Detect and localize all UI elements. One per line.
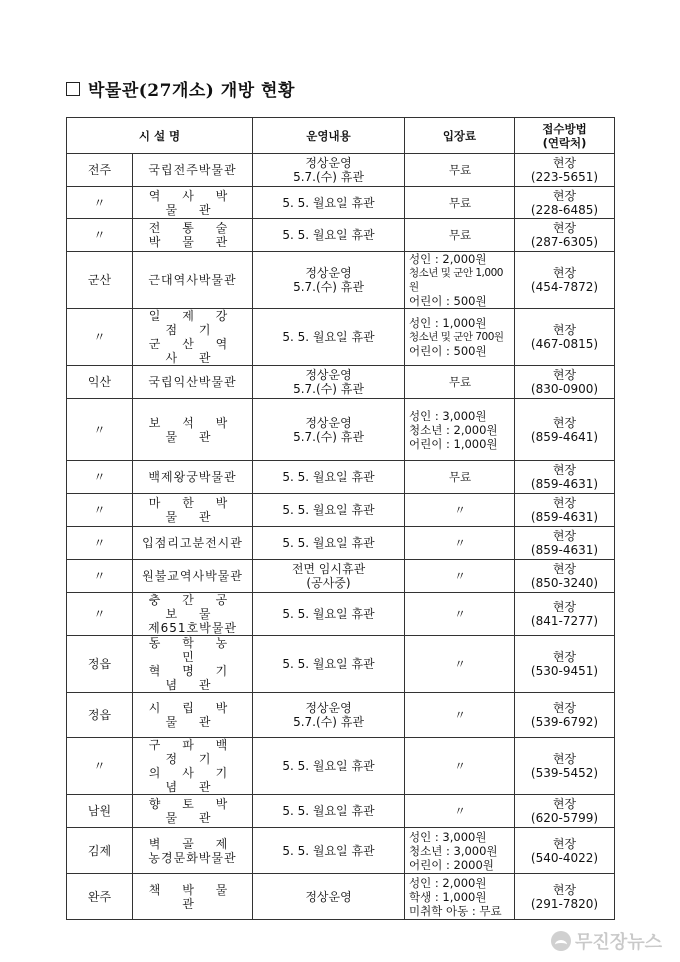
fee-line: 청소년 : 3,000원 [409, 843, 498, 858]
contact-line: 현장 [552, 156, 577, 170]
contact-line: 현장 [552, 415, 577, 430]
region-cell: 전주 [67, 154, 133, 187]
content-line: 5. 5. 월요일 휴관 [282, 536, 375, 550]
content-cell [253, 399, 405, 461]
fee-line: 무료 [448, 163, 472, 177]
name-cell [133, 636, 253, 693]
content-line: 5. 5. 월요일 휴관 [282, 843, 375, 858]
table-row [67, 366, 615, 399]
content-cell [253, 828, 405, 874]
contact-cell [515, 187, 615, 219]
watermark [551, 928, 662, 954]
region-cell: 〃 [67, 527, 133, 560]
fee-cell [405, 187, 515, 219]
table-row [67, 494, 615, 527]
name-cell [133, 461, 253, 494]
table-row [67, 560, 615, 593]
header-contact [515, 118, 615, 154]
header-contact-line1: 접수방법 [542, 121, 587, 136]
fee-line: 무료 [448, 195, 472, 210]
fee-cell [405, 494, 515, 527]
content-line: 5. 5. 월요일 휴관 [282, 657, 375, 671]
contact-cell [515, 461, 615, 494]
contact-line: 현장 [552, 221, 577, 235]
fee-line: 어린이 : 500원 [409, 294, 487, 308]
name-cell [133, 593, 253, 636]
content-line: 5. 5. 월요일 휴관 [282, 759, 375, 773]
contact-line: (620-5799) [530, 811, 599, 825]
contact-line: 현장 [552, 529, 577, 543]
contact-cell [515, 560, 615, 593]
table-row [67, 795, 615, 828]
fee-line: 청소년 및 군안 1,000원 [409, 267, 503, 293]
name-line: 역 사 박 물 관 [148, 188, 237, 217]
header-name: 시 설 명 [67, 118, 253, 154]
name-line: 일 제 강 점 기 [148, 309, 237, 337]
content-line: 정상운영 [305, 701, 352, 715]
name-line: 농경문화박물관 [148, 850, 237, 865]
content-line: 정상운영 [305, 889, 352, 904]
content-cell [253, 366, 405, 399]
table-row [67, 738, 615, 795]
contact-line: (859-4631) [530, 543, 599, 557]
fee-line: 성인 : 2,000원 [409, 252, 487, 266]
contact-line: 현장 [552, 368, 577, 382]
content-cell [253, 874, 405, 920]
contact-cell [515, 399, 615, 461]
contact-line: 현장 [552, 463, 577, 477]
contact-line: (287-6305) [530, 235, 599, 249]
fee-line: 청소년 및 군안 700원 [409, 331, 504, 343]
name-line: 혁 명 기 념 관 [148, 664, 237, 692]
fee-cell [405, 795, 515, 828]
contact-line: (539-6792) [530, 715, 599, 729]
contact-line: (228-6485) [530, 202, 599, 217]
name-line: 책 박 물 관 [148, 882, 237, 911]
content-line: 전면 임시휴관 [291, 562, 366, 576]
content-line: 5.7.(수) 휴관 [293, 170, 364, 184]
header-fee: 입장료 [405, 118, 515, 154]
contact-line: 현장 [552, 600, 577, 614]
fee-line: 무료 [448, 470, 472, 484]
name-cell [133, 828, 253, 874]
table-row [67, 527, 615, 560]
table-row [67, 593, 615, 636]
fee-line: 〃 [454, 607, 466, 621]
contact-cell [515, 828, 615, 874]
contact-line: 현장 [552, 701, 577, 715]
contact-line: 현장 [552, 650, 577, 664]
name-line: 충 간 공 보 물 [148, 593, 237, 621]
contact-line: (467-0815) [530, 337, 599, 351]
contact-line: (223-5651) [530, 170, 599, 184]
contact-line: 현장 [552, 797, 577, 811]
fee-cell [405, 461, 515, 494]
name-cell [133, 366, 253, 399]
content-line: 5.7.(수) 휴관 [293, 429, 364, 444]
fee-line: 어린이 : 1,000원 [409, 436, 498, 451]
name-cell [133, 527, 253, 560]
fee-line: 〃 [454, 657, 466, 671]
watermark-text: 무진장뉴스 [575, 932, 662, 953]
contact-line: 현장 [552, 752, 577, 766]
region-cell: 〃 [67, 738, 133, 795]
content-line: 정상운영 [305, 156, 352, 170]
name-cell [133, 874, 253, 920]
header-content: 운영내용 [253, 118, 405, 154]
content-line: 5.7.(수) 휴관 [293, 715, 364, 729]
name-cell [133, 252, 253, 309]
header-contact-line2: (연락처) [542, 135, 587, 150]
table-header-row [67, 118, 615, 154]
name-line: 입점리고분전시관 [142, 536, 243, 550]
contact-line: 현장 [552, 562, 577, 576]
content-cell [253, 560, 405, 593]
contact-line: 현장 [552, 188, 577, 203]
region-cell: 정읍 [67, 693, 133, 738]
page-title-text: 박물관(27개소) 개방 현황 [88, 81, 295, 101]
fee-cell [405, 309, 515, 366]
name-line: 시 립 박 물 관 [148, 701, 237, 729]
content-cell [253, 154, 405, 187]
fee-line: 〃 [454, 536, 466, 550]
content-cell [253, 527, 405, 560]
fee-cell [405, 399, 515, 461]
name-line: 구 파 백 정 기 [148, 738, 237, 766]
content-cell [253, 636, 405, 693]
name-line: 향 토 박 물 관 [148, 797, 237, 825]
name-line: 군 산 역 사 관 [148, 337, 237, 365]
name-cell [133, 399, 253, 461]
content-line: 5.7.(수) 휴관 [293, 382, 364, 396]
region-cell: 〃 [67, 560, 133, 593]
contact-cell [515, 154, 615, 187]
table-row [67, 219, 615, 252]
name-line: 국립전주박물관 [148, 163, 237, 177]
name-line: 마 한 박 물 관 [148, 496, 237, 524]
fee-line: 〃 [454, 708, 466, 722]
fee-line: 미취학 아동 : 무료 [409, 903, 502, 918]
fee-line: 〃 [454, 804, 466, 818]
name-cell [133, 309, 253, 366]
region-cell: 〃 [67, 494, 133, 527]
content-cell [253, 593, 405, 636]
contact-cell [515, 795, 615, 828]
contact-line: (859-4631) [530, 510, 599, 524]
contact-line: (859-4641) [530, 429, 599, 444]
fee-cell [405, 560, 515, 593]
contact-cell [515, 693, 615, 738]
fee-line: 어린이 : 2000원 [409, 857, 494, 872]
name-cell [133, 154, 253, 187]
fee-cell [405, 593, 515, 636]
content-line: 5. 5. 월요일 휴관 [282, 804, 375, 818]
contact-line: (850-3240) [530, 576, 599, 590]
name-line: 근대역사박물관 [148, 273, 237, 287]
contact-line: (454-7872) [530, 280, 599, 294]
name-line: 벽 골 제 [148, 836, 237, 851]
fee-cell [405, 874, 515, 920]
table-row [67, 309, 615, 366]
table-row [67, 252, 615, 309]
content-cell [253, 309, 405, 366]
region-cell: 김제 [67, 828, 133, 874]
region-cell: 〃 [67, 219, 133, 252]
fee-cell [405, 366, 515, 399]
name-cell [133, 795, 253, 828]
checkbox-square-icon [66, 82, 80, 96]
content-cell [253, 252, 405, 309]
fee-line: 성인 : 3,000원 [409, 829, 487, 844]
content-line: 5. 5. 월요일 휴관 [282, 330, 375, 344]
contact-line: (539-5452) [530, 766, 599, 780]
contact-line: 현장 [552, 323, 577, 337]
content-line: 5. 5. 월요일 휴관 [282, 470, 375, 484]
fee-cell [405, 636, 515, 693]
name-cell [133, 693, 253, 738]
content-line: 5. 5. 월요일 휴관 [282, 607, 375, 621]
name-cell [133, 738, 253, 795]
contact-line: (859-4631) [530, 477, 599, 491]
contact-line: (291-7820) [530, 896, 599, 911]
contact-cell [515, 219, 615, 252]
region-cell: 익산 [67, 366, 133, 399]
content-cell [253, 187, 405, 219]
name-line: 전 통 술 박 물 관 [148, 221, 237, 249]
fee-cell [405, 154, 515, 187]
fee-line: 성인 : 3,000원 [409, 408, 487, 423]
contact-line: 현장 [552, 496, 577, 510]
content-line: 5. 5. 월요일 휴관 [282, 503, 375, 517]
contact-line: 현장 [552, 836, 577, 851]
name-line: 제651호박물관 [148, 621, 237, 635]
table-row [67, 636, 615, 693]
fee-cell [405, 527, 515, 560]
name-line: 동 학 농 민 [148, 636, 237, 664]
fee-line: 〃 [454, 569, 466, 583]
name-cell [133, 494, 253, 527]
name-line: 원불교역사박물관 [142, 569, 243, 583]
fee-line: 〃 [454, 759, 466, 773]
contact-cell [515, 874, 615, 920]
contact-line: (841-7277) [530, 614, 599, 628]
content-cell [253, 795, 405, 828]
contact-cell [515, 252, 615, 309]
content-line: 5. 5. 월요일 휴관 [282, 195, 375, 210]
fee-line: 성인 : 1,000원 [409, 316, 487, 330]
contact-line: 현장 [552, 882, 577, 897]
table-row [67, 874, 615, 920]
content-line: 5.7.(수) 휴관 [293, 280, 364, 294]
content-cell [253, 461, 405, 494]
content-line: 5. 5. 월요일 휴관 [282, 228, 375, 242]
table-row [67, 154, 615, 187]
fee-line: 〃 [454, 503, 466, 517]
table-row [67, 461, 615, 494]
content-line: 정상운영 [305, 415, 352, 430]
region-cell: 남원 [67, 795, 133, 828]
contact-line: 현장 [552, 266, 577, 280]
fee-line: 성인 : 2,000원 [409, 875, 487, 890]
region-cell: 정읍 [67, 636, 133, 693]
contact-cell [515, 309, 615, 366]
region-cell: 군산 [67, 252, 133, 309]
region-cell: 〃 [67, 593, 133, 636]
content-cell [253, 738, 405, 795]
watermark-logo-icon [551, 931, 571, 951]
table-row [67, 828, 615, 874]
fee-line: 어린이 : 500원 [409, 344, 487, 358]
content-line: 정상운영 [305, 368, 352, 382]
fee-cell [405, 828, 515, 874]
region-cell: 〃 [67, 309, 133, 366]
region-cell: 〃 [67, 399, 133, 461]
content-cell [253, 494, 405, 527]
contact-cell [515, 636, 615, 693]
name-cell [133, 219, 253, 252]
fee-cell [405, 693, 515, 738]
contact-line: (830-0900) [530, 382, 599, 396]
table-row [67, 187, 615, 219]
name-cell [133, 187, 253, 219]
region-cell: 〃 [67, 461, 133, 494]
fee-line: 학생 : 1,000원 [409, 889, 487, 904]
contact-cell [515, 527, 615, 560]
fee-cell [405, 252, 515, 309]
table-row [67, 399, 615, 461]
name-line: 백제왕궁박물관 [148, 470, 237, 484]
fee-cell [405, 219, 515, 252]
fee-cell [405, 738, 515, 795]
content-line: 정상운영 [305, 266, 352, 280]
name-line: 의 사 기 념 관 [148, 766, 237, 794]
fee-line: 무료 [448, 375, 472, 389]
museum-table [66, 117, 615, 920]
name-line: 보 석 박 물 관 [148, 415, 237, 444]
region-cell: 〃 [67, 187, 133, 219]
contact-cell [515, 593, 615, 636]
content-line: (공사중) [306, 576, 351, 590]
content-cell [253, 693, 405, 738]
name-line: 국립익산박물관 [148, 375, 237, 389]
contact-cell [515, 366, 615, 399]
content-cell [253, 219, 405, 252]
fee-line: 청소년 : 2,000원 [409, 422, 498, 437]
contact-cell [515, 738, 615, 795]
region-cell: 완주 [67, 874, 133, 920]
fee-line: 무료 [448, 228, 472, 242]
contact-line: (530-9451) [530, 664, 599, 678]
page-title [66, 76, 295, 101]
contact-cell [515, 494, 615, 527]
table-row [67, 693, 615, 738]
name-cell [133, 560, 253, 593]
contact-line: (540-4022) [530, 850, 599, 865]
